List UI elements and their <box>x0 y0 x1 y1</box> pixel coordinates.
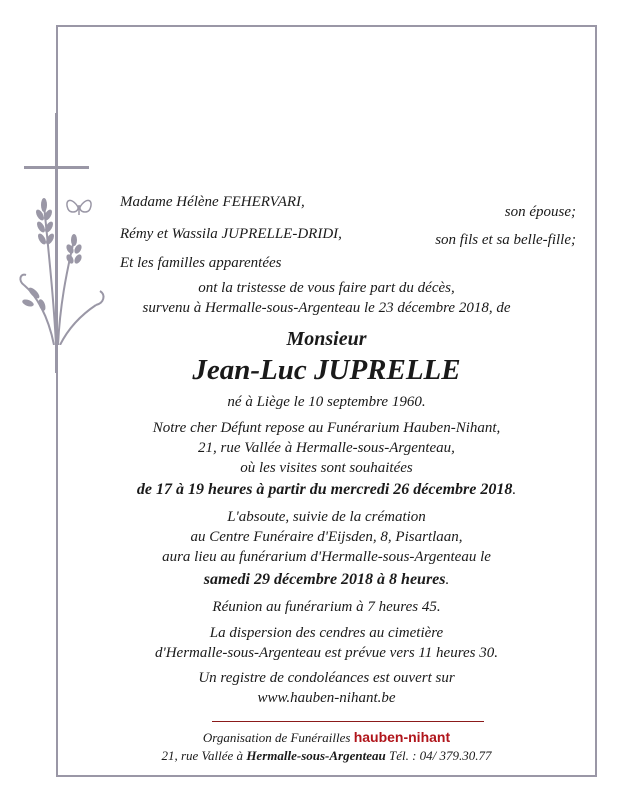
visitation-line-1: Notre cher Défunt repose au Funérarium Hauben-Nihant, <box>152 420 501 436</box>
ceremony-line-2: au Centre Funéraire d'Eijsden, 8, Pisartlaan, <box>190 529 463 545</box>
dispersion-line-1: La dispersion des cendres au cimetière <box>209 625 444 641</box>
dispersion-line-2: d'Hermalle-sous-Argenteau est prévue vers 11 heures 30. <box>155 645 498 661</box>
footer-org-prefix: Organisation de Funérailles <box>202 730 351 745</box>
footer-addr-prefix: 21, rue Vallée à <box>161 748 244 763</box>
footer-separator <box>212 721 484 722</box>
registry-line-1: Un registre de condoléances est ouvert sur <box>198 670 455 686</box>
deceased-title: Monsieur <box>286 328 367 350</box>
brand-logo: hauben-nihant <box>353 729 451 745</box>
announcement-line-1: ont la tristesse de vous faire part du décès, <box>198 280 455 296</box>
footer-addr-town: Hermalle-sous-Argenteau <box>246 748 386 763</box>
birth-line: né à Liège le 10 septembre 1960. <box>227 394 426 410</box>
wheat-butterfly-icon <box>14 185 110 345</box>
ceremony-line-3: aura lieu au funérarium d'Hermalle-sous-Argenteau le <box>162 549 491 565</box>
visitation-hours-bold: de 17 à 19 heures à partir du mercredi 26 décembre 2018 <box>136 481 513 498</box>
ceremony-date-end: . <box>445 572 450 588</box>
footer-phone: Tél. : 04/ 379.30.77 <box>388 748 492 763</box>
footer-address <box>56 748 597 764</box>
announcement-line-2: survenu à Hermalle-sous-Argenteau le 23 décembre 2018, de <box>142 300 511 316</box>
visitation-line-2: 21, rue Vallée à Hermalle-sous-Argenteau, <box>198 440 455 456</box>
ceremony-date <box>56 571 597 589</box>
ceremony-date-bold: samedi 29 décembre 2018 à 8 heures <box>203 571 446 588</box>
registry-url[interactable]: www.hauben-nihant.be <box>257 690 396 706</box>
footer-organisation <box>56 729 597 746</box>
visitation-line-3: où les visites sont souhaitées <box>240 460 413 476</box>
ceremony-line-1: L'absoute, suivie de la crémation <box>227 509 426 525</box>
visitation-hours-end: . <box>512 482 517 498</box>
family-line-1: Madame Hélène FEHERVARI, <box>120 194 305 210</box>
deceased-name: Jean-Luc JUPRELLE <box>192 354 461 386</box>
meeting-line: Réunion au funérarium à 7 heures 45. <box>212 599 441 615</box>
family-relation-1: son épouse; <box>504 204 576 220</box>
family-line-3: Et les familles apparentées <box>120 255 282 271</box>
cross-horizontal-bar <box>24 166 89 169</box>
family-relation-2: son fils et sa belle-fille; <box>435 232 576 248</box>
family-line-2: Rémy et Wassila JUPRELLE-DRIDI, <box>120 226 342 242</box>
visitation-hours <box>56 481 597 499</box>
